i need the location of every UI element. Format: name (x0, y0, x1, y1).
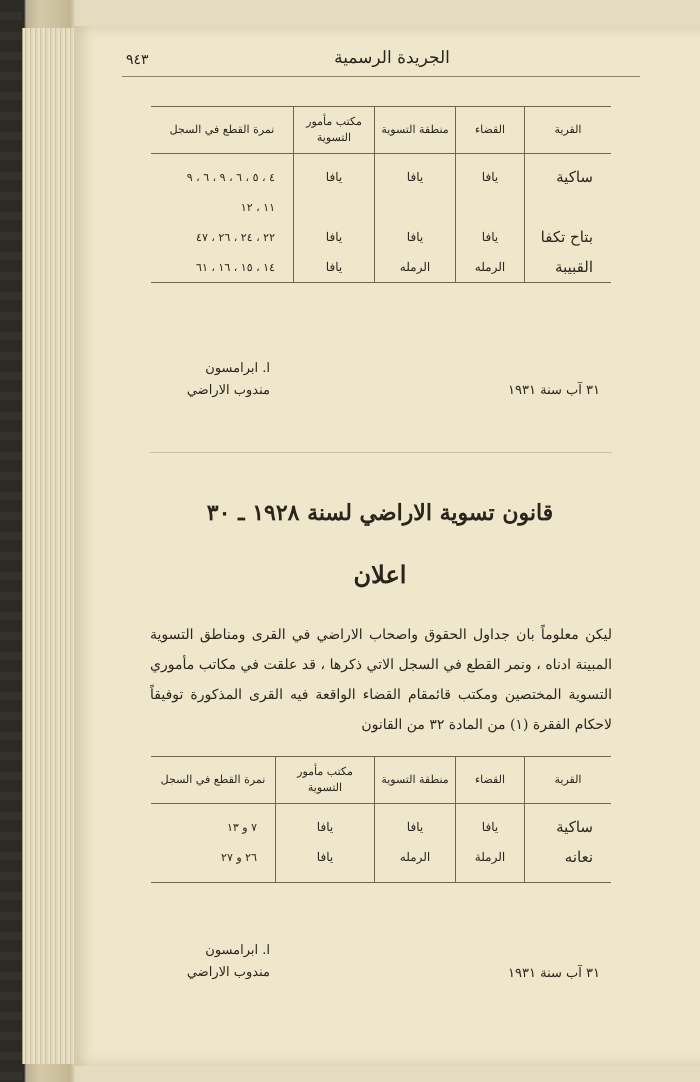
col-village: القرية (525, 107, 612, 154)
cell-district (456, 192, 525, 222)
cell-office (294, 192, 375, 222)
col-settlement-office: مكتب مأمور التسوية (294, 107, 375, 154)
cell-area (375, 192, 456, 222)
cell-village: القبيبة (525, 252, 612, 283)
cell-parcels: ١٤ ، ١٥ ، ١٦ ، ٦١ (196, 260, 275, 274)
law-title: قانون تسوية الاراضي لسنة ١٩٢٨ ـ ٣٠ (206, 500, 554, 526)
signatory-name: ا. ابرامسون (205, 943, 270, 958)
table-row (151, 842, 611, 872)
cell-area: الرمله (375, 252, 456, 283)
col-parcel-numbers: نمرة القطع في السجل (151, 107, 294, 154)
cell-parcels: ٢٢ ، ٢٤ ، ٢٦ ، ٤٧ (196, 230, 275, 244)
col-district: القضاء (456, 107, 525, 154)
cell-office: يافا (294, 252, 375, 283)
cell-parcels: ٧ و ١٣ (226, 820, 257, 834)
table-row (151, 812, 611, 842)
table-row (151, 192, 611, 222)
section-divider (150, 452, 612, 453)
table-row (151, 222, 611, 252)
cell-village (525, 192, 612, 222)
book-binding (0, 0, 22, 1082)
cell-parcels: ٤ ، ٥ ، ٦ ، ٩ ، ٦ ، ٩ (186, 170, 275, 184)
table-row (151, 252, 611, 283)
cell-office: يافا (294, 162, 375, 192)
cell-village: ساكية (525, 162, 612, 192)
cell-district: يافا (456, 812, 525, 842)
notice-body-text: ليكن معلوماً بان جداول الحقوق واصحاب الاراضي في القرى ومناطق التسوية المبينة ادناه ، ونمر القطع في السجل الاتي ذكرها ، قد علقت في مكاتب مأموري التسوية المختصين ومكتب قائمقام القضاء الواقعة فيه القرى المذكورة توفيقاً لاحكام الفقرة (١) من المادة ٣٢ من القانون (150, 627, 612, 733)
signature-block-2 (150, 940, 270, 984)
table-row (151, 162, 611, 192)
signature-block-1 (150, 358, 270, 402)
signatory-title: مندوب الاراضي (186, 965, 270, 980)
col-settlement-office: مكتب مأمور التسوية (276, 757, 375, 804)
notice-date-2: ٣١ آب سنة ١٩٣١ (508, 966, 600, 981)
cell-parcels: ٢٦ و ٢٧ (221, 850, 257, 864)
cell-village: بتاح تكفا (525, 222, 612, 252)
cell-district: الرمله (456, 252, 525, 283)
col-district: القضاء (456, 757, 525, 804)
settlement-table-1 (151, 106, 611, 283)
col-settlement-area: منطقة التسوية (375, 107, 456, 154)
cell-village: نعانه (525, 842, 612, 872)
col-settlement-area: منطقة التسوية (375, 757, 456, 804)
cell-district: يافا (456, 162, 525, 192)
signatory-name: ا. ابرامسون (205, 361, 270, 376)
notice-date-1: ٣١ آب سنة ١٩٣١ (508, 383, 600, 398)
page-stack-edge (22, 28, 79, 1064)
notice-title: اعلان (353, 560, 407, 589)
cell-village: ساكية (525, 812, 612, 842)
cell-area: يافا (375, 222, 456, 252)
cell-parcels: ١١ ، ١٢ (240, 200, 275, 214)
cell-office: يافا (276, 812, 375, 842)
page-header (122, 44, 640, 77)
table-header-row (151, 107, 611, 154)
cell-district: يافا (456, 222, 525, 252)
table-header-row (151, 757, 611, 804)
settlement-table-2 (151, 756, 611, 883)
cell-area: يافا (375, 812, 456, 842)
cell-office: يافا (294, 222, 375, 252)
page-number: ٩٤٣ (126, 52, 149, 68)
col-parcel-numbers: نمرة القطع في السجل (151, 757, 276, 804)
cell-office: يافا (276, 842, 375, 872)
gazette-title: الجريدة الرسمية (334, 48, 450, 68)
signatory-title: مندوب الاراضي (186, 383, 270, 398)
cell-area: يافا (375, 162, 456, 192)
cell-area: الرمله (375, 842, 456, 872)
cell-district: الرملة (456, 842, 525, 872)
col-village: القرية (525, 757, 612, 804)
